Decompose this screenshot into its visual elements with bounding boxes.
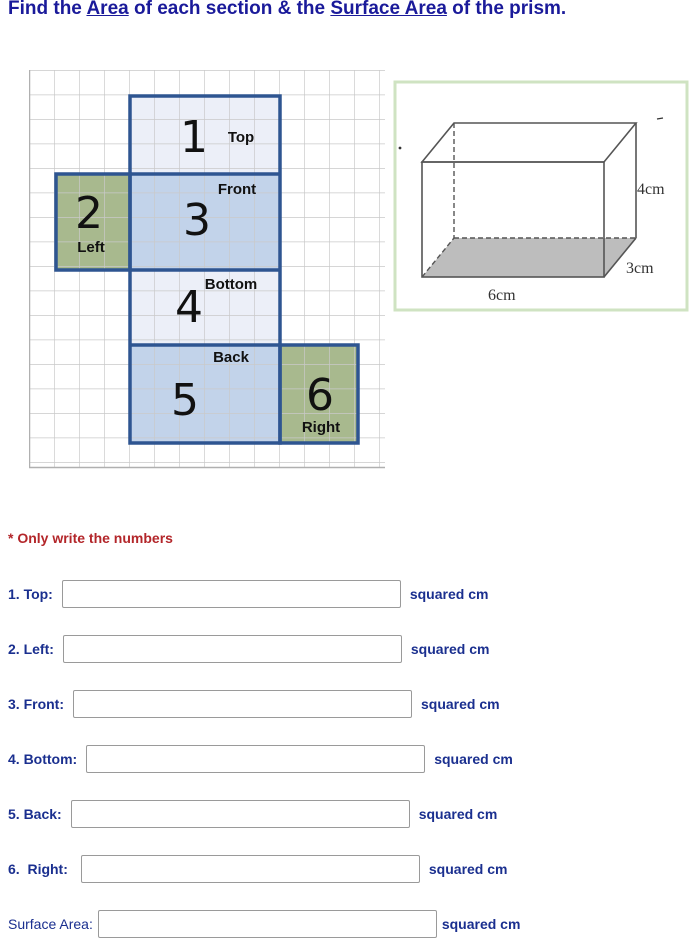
unit-label: squared cm (418, 806, 498, 822)
prism-depth-label: 3cm (626, 260, 654, 277)
answer-row-surface-area (8, 909, 520, 939)
surface-area-input[interactable] (98, 910, 437, 938)
section-number: 1 (180, 112, 208, 163)
right-area-input[interactable] (81, 855, 420, 883)
bottom-area-input[interactable] (86, 745, 425, 773)
unit-label: squared cm (410, 641, 490, 657)
section-label: Back (213, 349, 249, 366)
answer-row-front (8, 689, 500, 719)
instruction-note: * Only write the numbers (8, 530, 173, 546)
title-surface-area-word: Surface Area (330, 0, 447, 19)
section-number: 3 (183, 195, 211, 246)
back-area-input[interactable] (71, 800, 410, 828)
answer-row-bottom (8, 744, 513, 774)
field-label: 1. Top: (8, 586, 53, 602)
front-area-input[interactable] (73, 690, 412, 718)
answer-row-back (8, 799, 497, 829)
left-area-input[interactable] (63, 635, 402, 663)
prism-length-label: 6cm (488, 287, 516, 304)
page-title (8, 0, 566, 20)
field-label: 3. Front: (8, 696, 64, 712)
section-number: 6 (306, 370, 334, 421)
answer-row-left (8, 634, 489, 664)
field-label: 4. Bottom: (8, 751, 78, 767)
unit-label: squared cm (409, 586, 489, 602)
prism-diagram (393, 80, 689, 312)
field-label: 2. Left: (8, 641, 54, 657)
title-text: of the prism. (446, 0, 567, 19)
top-area-input[interactable] (62, 580, 401, 608)
field-label: 5. Back: (8, 806, 62, 822)
unit-label: squared cm (434, 751, 513, 767)
section-number: 2 (75, 188, 103, 239)
prism-net-diagram (29, 70, 389, 472)
section-number: 5 (171, 375, 199, 426)
field-label: 6. Right: (8, 861, 68, 877)
title-text: of each section & the (128, 0, 331, 19)
field-label: Surface Area: (8, 916, 93, 932)
section-label: Right (301, 419, 341, 436)
title-area-word: Area (86, 0, 129, 19)
answer-row-right (8, 854, 507, 884)
section-label: Left (77, 239, 105, 256)
unit-label: squared cm (421, 696, 500, 712)
unit-label: squared cm (441, 916, 521, 932)
title-text: Find the (8, 0, 87, 19)
section-label: Bottom (204, 276, 258, 293)
section-label: Top (227, 129, 255, 146)
answer-row-top (8, 579, 488, 609)
prism-height-label: 4cm (637, 181, 665, 198)
unit-label: squared cm (428, 861, 508, 877)
section-number: 4 (175, 282, 203, 333)
section-label: Front (217, 181, 257, 198)
